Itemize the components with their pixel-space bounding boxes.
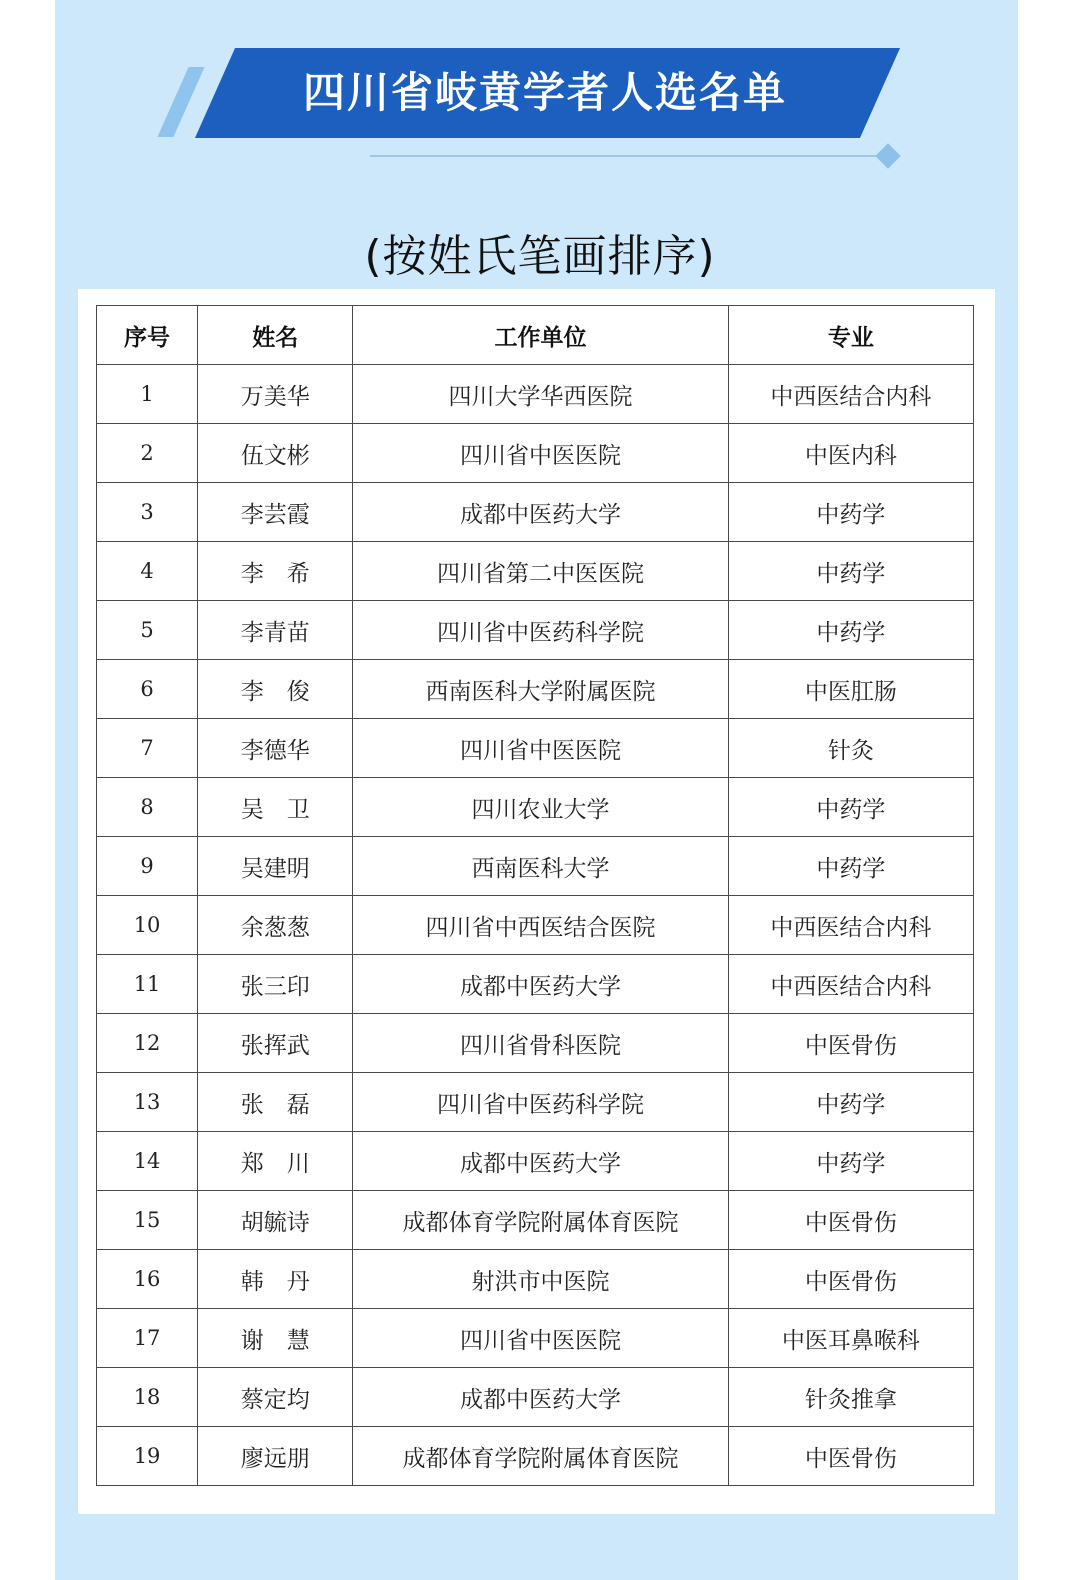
table-row	[97, 1309, 974, 1368]
row-name: 伍文彬	[198, 424, 353, 483]
table-row	[97, 660, 974, 719]
table-row	[97, 778, 974, 837]
row-specialty: 中西医结合内科	[728, 955, 973, 1014]
row-number: 6	[97, 660, 198, 719]
table-row	[97, 1073, 974, 1132]
row-specialty: 中药学	[728, 483, 973, 542]
table-row	[97, 1132, 974, 1191]
row-name: 李 俊	[198, 660, 353, 719]
table-row	[97, 837, 974, 896]
row-specialty: 中药学	[728, 601, 973, 660]
row-number: 14	[97, 1132, 198, 1191]
row-unit: 成都中医药大学	[353, 1132, 728, 1191]
row-number: 16	[97, 1250, 198, 1309]
row-number: 2	[97, 424, 198, 483]
row-number: 3	[97, 483, 198, 542]
row-name: 李青苗	[198, 601, 353, 660]
row-name: 李芸霞	[198, 483, 353, 542]
row-number: 5	[97, 601, 198, 660]
table-row	[97, 424, 974, 483]
row-unit: 四川省中医药科学院	[353, 601, 728, 660]
table-row	[97, 542, 974, 601]
row-name: 余葱葱	[198, 896, 353, 955]
column-header-name: 姓名	[198, 306, 353, 365]
row-name: 李 希	[198, 542, 353, 601]
row-number: 1	[97, 365, 198, 424]
row-number: 18	[97, 1368, 198, 1427]
table-row	[97, 1014, 974, 1073]
row-specialty: 中药学	[728, 1073, 973, 1132]
row-unit: 四川省中医医院	[353, 424, 728, 483]
page-subtitle: (按姓氏笔画排序)	[364, 231, 716, 282]
row-unit: 成都体育学院附属体育医院	[353, 1191, 728, 1250]
row-number: 17	[97, 1309, 198, 1368]
row-unit: 四川大学华西医院	[353, 365, 728, 424]
row-specialty: 中医内科	[728, 424, 973, 483]
column-header-unit: 工作单位	[353, 306, 728, 365]
row-unit: 四川省骨科医院	[353, 1014, 728, 1073]
row-name: 吴 卫	[198, 778, 353, 837]
row-unit: 西南医科大学附属医院	[353, 660, 728, 719]
row-number: 19	[97, 1427, 198, 1486]
row-unit: 四川农业大学	[353, 778, 728, 837]
row-name: 韩 丹	[198, 1250, 353, 1309]
row-unit: 四川省中医药科学院	[353, 1073, 728, 1132]
row-unit: 成都中医药大学	[353, 483, 728, 542]
row-specialty: 中医骨伤	[728, 1250, 973, 1309]
row-number: 9	[97, 837, 198, 896]
row-specialty: 针灸推拿	[728, 1368, 973, 1427]
page-title: 四川省岐黄学者人选名单	[302, 68, 787, 117]
table-row	[97, 1368, 974, 1427]
row-unit: 西南医科大学	[353, 837, 728, 896]
row-name: 吴建明	[198, 837, 353, 896]
table-row	[97, 719, 974, 778]
row-specialty: 中医耳鼻喉科	[728, 1309, 973, 1368]
row-specialty: 中药学	[728, 837, 973, 896]
row-number: 8	[97, 778, 198, 837]
row-name: 张 磊	[198, 1073, 353, 1132]
row-specialty: 中西医结合内科	[728, 896, 973, 955]
row-number: 4	[97, 542, 198, 601]
row-unit: 射洪市中医院	[353, 1250, 728, 1309]
table-row	[97, 365, 974, 424]
column-header-specialty: 专业	[728, 306, 973, 365]
row-specialty: 中医骨伤	[728, 1191, 973, 1250]
row-number: 12	[97, 1014, 198, 1073]
row-name: 张三印	[198, 955, 353, 1014]
row-name: 张挥武	[198, 1014, 353, 1073]
table-header-row	[97, 306, 974, 365]
column-header-number: 序号	[97, 306, 198, 365]
row-number: 13	[97, 1073, 198, 1132]
row-name: 李德华	[198, 719, 353, 778]
row-unit: 四川省第二中医医院	[353, 542, 728, 601]
row-specialty: 中医骨伤	[728, 1427, 973, 1486]
table-row	[97, 1191, 974, 1250]
row-name: 郑 川	[198, 1132, 353, 1191]
table-row	[97, 1250, 974, 1309]
row-specialty: 中药学	[728, 778, 973, 837]
row-unit: 成都中医药大学	[353, 1368, 728, 1427]
row-name: 廖远朋	[198, 1427, 353, 1486]
row-number: 11	[97, 955, 198, 1014]
table-row	[97, 955, 974, 1014]
row-number: 10	[97, 896, 198, 955]
table-row	[97, 601, 974, 660]
row-name: 蔡定均	[198, 1368, 353, 1427]
row-unit: 四川省中医医院	[353, 1309, 728, 1368]
table-row	[97, 483, 974, 542]
row-specialty: 中药学	[728, 1132, 973, 1191]
table-body	[97, 365, 974, 1486]
row-specialty: 中医肛肠	[728, 660, 973, 719]
table-row	[97, 896, 974, 955]
row-specialty: 针灸	[728, 719, 973, 778]
row-specialty: 中医骨伤	[728, 1014, 973, 1073]
row-name: 万美华	[198, 365, 353, 424]
table-row	[97, 1427, 974, 1486]
row-specialty: 中西医结合内科	[728, 365, 973, 424]
row-name: 胡毓诗	[198, 1191, 353, 1250]
roster-table	[96, 305, 974, 1486]
row-unit: 成都中医药大学	[353, 955, 728, 1014]
row-name: 谢 慧	[198, 1309, 353, 1368]
row-unit: 成都体育学院附属体育医院	[353, 1427, 728, 1486]
row-unit: 四川省中医医院	[353, 719, 728, 778]
row-unit: 四川省中西医结合医院	[353, 896, 728, 955]
row-number: 7	[97, 719, 198, 778]
row-number: 15	[97, 1191, 198, 1250]
row-specialty: 中药学	[728, 542, 973, 601]
title-underline	[370, 155, 880, 157]
